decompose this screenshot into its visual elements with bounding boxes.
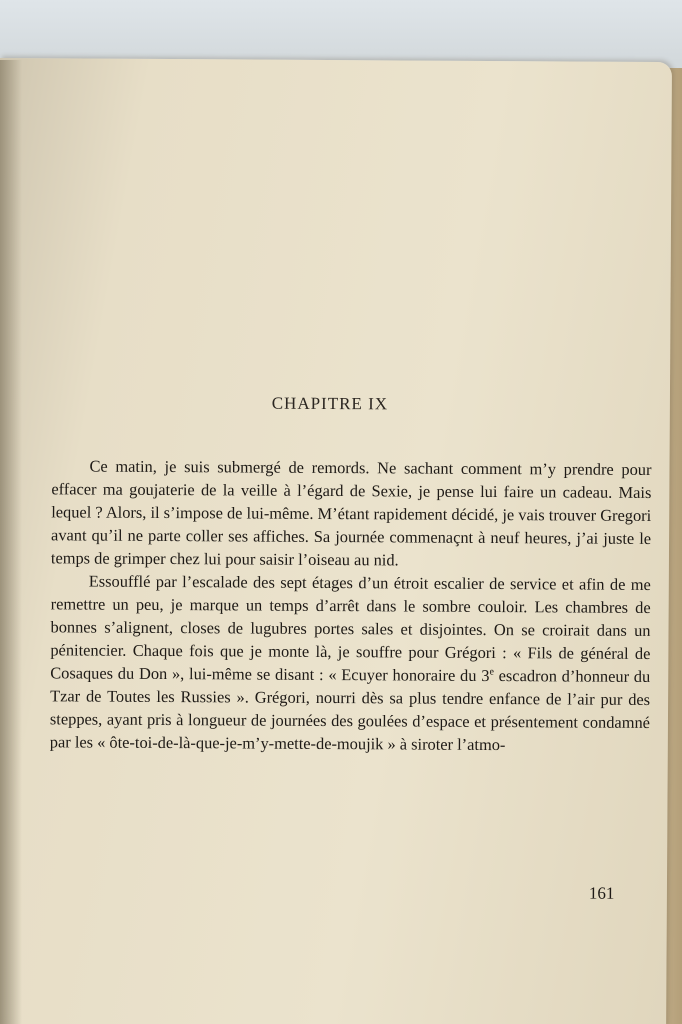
paragraph-2-text-a: Essoufflé par l’escalade des sept étages d’un étroit escalier de service et afin de me remettre un peu, je marque un temps d’arrêt dans le sombre couloir. Les chambres de bonnes s’alignent, closes de lugubres portes sales et disjointes. On se croirait dans un pénitencier. Chaque fois que je monte là, je souffre pour Grégori : « Fils de général de Cosaques du Don », lui-même se disant : « Ecuyer honoraire du 3 — [50, 571, 651, 686]
paragraph-2-text-b: escadron d’honneur du Tzar de Toutes les Russies ». Grégori, nourri dès sa plus tendre enfance de l’air pur des steppes, ayant pris à longueur de journées des goulées d’espace et présentement condamné par les « ôte-toi-de-là-que-je-m’y-mette-de-moujik » à siroter l’atmo- — [49, 666, 651, 755]
paragraph-1: Ce matin, je suis submergé de remords. Ne sachant comment m’y prendre pour effacer ma goujaterie de la veille à l’égard de Sexie, je pense lui faire un cadeau. Mais lequel ? Alors, il s’impose de lui-même. M’étant rapidement décidé, je vais trouver Gregori avant qu’il ne parte coller ses affiches. Sa journée commenaçnt à neuf heures, j’ai juste le temps de grimper chez lui pour saisir l’oiseau au nid. — [50, 456, 652, 570]
page-number: 161 — [588, 883, 615, 903]
chapter-title: CHAPITRE IX — [271, 393, 389, 414]
body-text — [50, 454, 652, 757]
book-page — [0, 58, 672, 1024]
superscript-e: e — [489, 666, 494, 678]
paragraph-2 — [50, 569, 651, 757]
spine-shadow — [0, 60, 22, 1024]
